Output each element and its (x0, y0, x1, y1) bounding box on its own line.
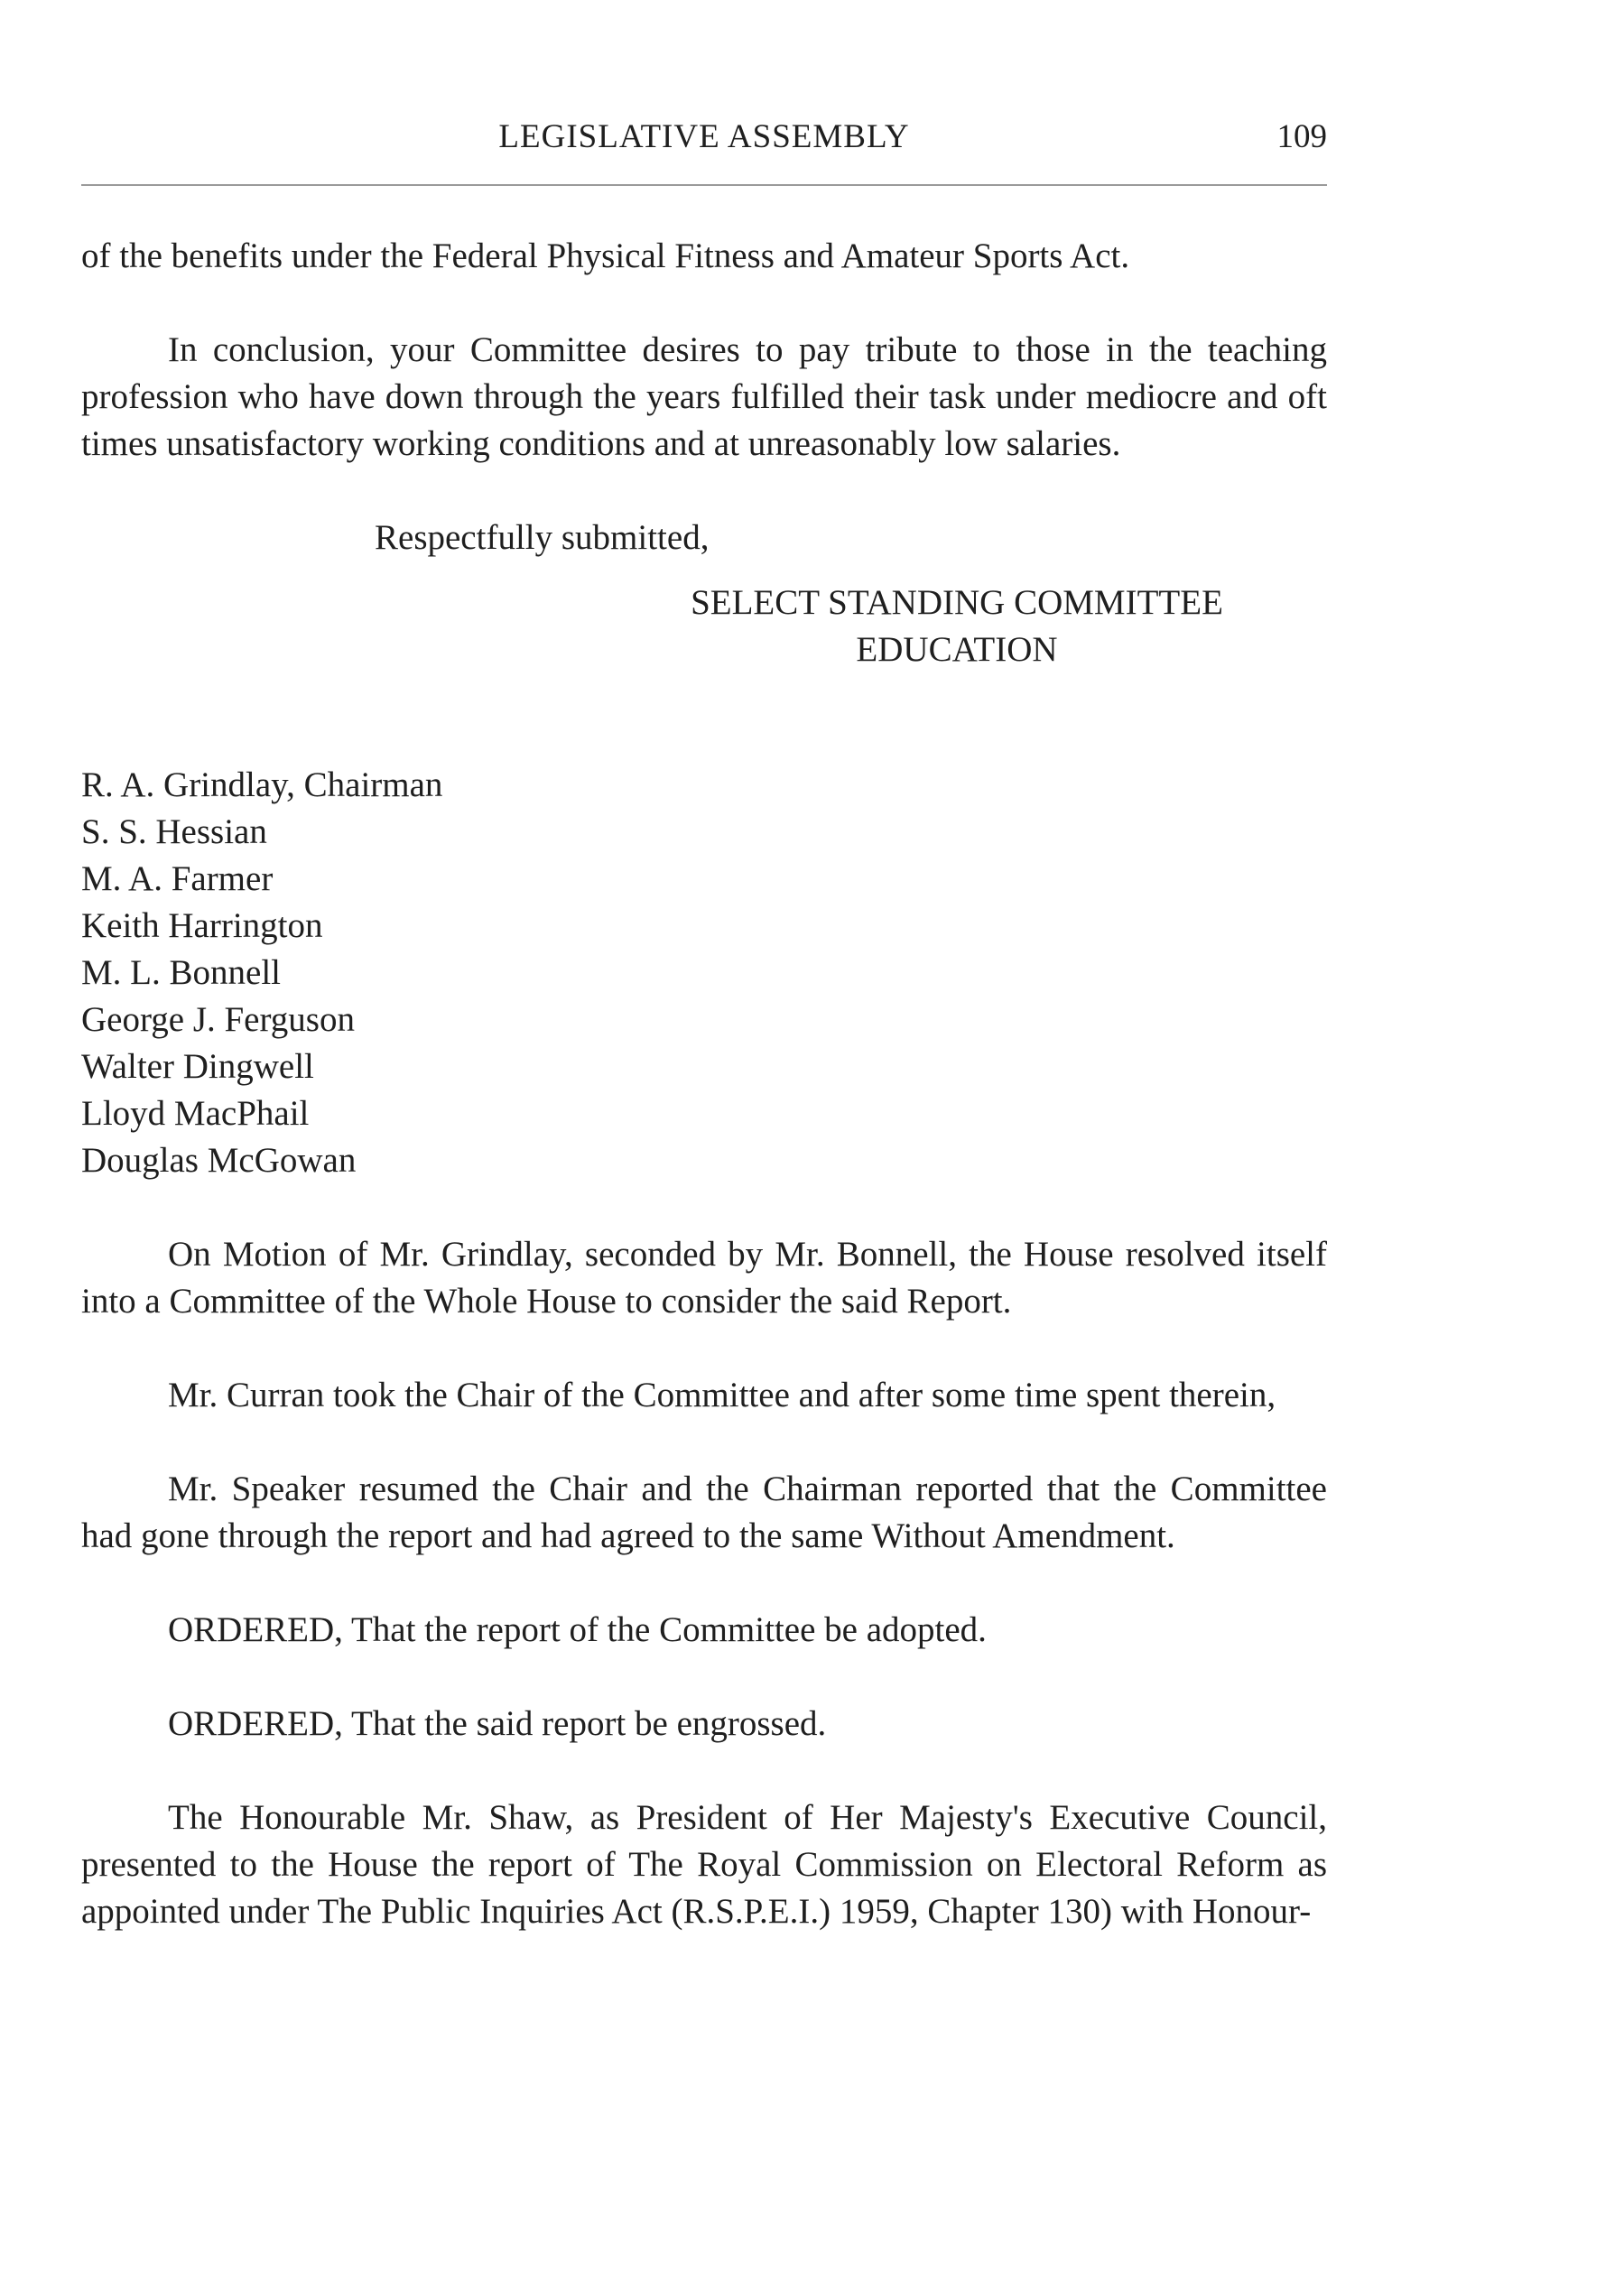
page-body (81, 233, 1327, 1982)
running-title: LEGISLATIVE ASSEMBLY (498, 118, 910, 155)
page-header (81, 117, 1327, 172)
committee-member-list (81, 762, 1327, 1184)
committee-name-line2: EDUCATION (856, 630, 1058, 669)
member-name: Lloyd MacPhail (81, 1094, 310, 1133)
signoff-block (375, 515, 1327, 673)
header-rule (81, 184, 1327, 186)
member-name: S. S. Hessian (81, 812, 267, 851)
paragraph-speaker: Mr. Speaker resumed the Chair and the Chairman reported that the Committee had gone through the report and had agreed to the same Without Amendment. (81, 1470, 1327, 1555)
paragraph-commission-report: The Honourable Mr. Shaw, as President of Her Majesty's Executive Council, presented to the House the report of The Royal Commission on Electoral Reform as appointed under The Public Inquiries Act (R.S.P.E.I.) 1959, Chapter 130) with Honour- (81, 1798, 1327, 1931)
member-name: Keith Harrington (81, 906, 323, 945)
member-name: M. A. Farmer (81, 859, 274, 898)
paragraph-conclusion: In conclusion, your Committee desires to pay tribute to those in the teaching profession who have down through the years fulfilled their task under mediocre and oft times unsatisfactory working conditions and at unreasonably low salaries. (81, 330, 1327, 463)
member-name: M. L. Bonnell (81, 953, 281, 992)
paragraph-chair: Mr. Curran took the Chair of the Committee and after some time spent therein, (168, 1376, 1276, 1414)
member-name: George J. Ferguson (81, 1000, 355, 1039)
paragraph-motion: On Motion of Mr. Grindlay, seconded by Mr. Bonnell, the House resolved itself into a Committee of the Whole House to consider the said Report. (81, 1235, 1327, 1321)
paragraph-continuation: of the benefits under the Federal Physical Fitness and Amateur Sports Act. (81, 236, 1130, 275)
committee-name-line1: SELECT STANDING COMMITTEE (691, 583, 1223, 622)
paragraph-ordered-adopted: ORDERED, That the report of the Committee be adopted. (168, 1610, 987, 1649)
paragraph-ordered-engrossed: ORDERED, That the said report be engrossed. (168, 1704, 827, 1743)
respectfully-submitted: Respectfully submitted, (375, 518, 710, 557)
member-name: R. A. Grindlay, Chairman (81, 765, 443, 804)
member-name: Douglas McGowan (81, 1141, 357, 1180)
page-number: 109 (1276, 118, 1327, 155)
member-name: Walter Dingwell (81, 1047, 314, 1086)
